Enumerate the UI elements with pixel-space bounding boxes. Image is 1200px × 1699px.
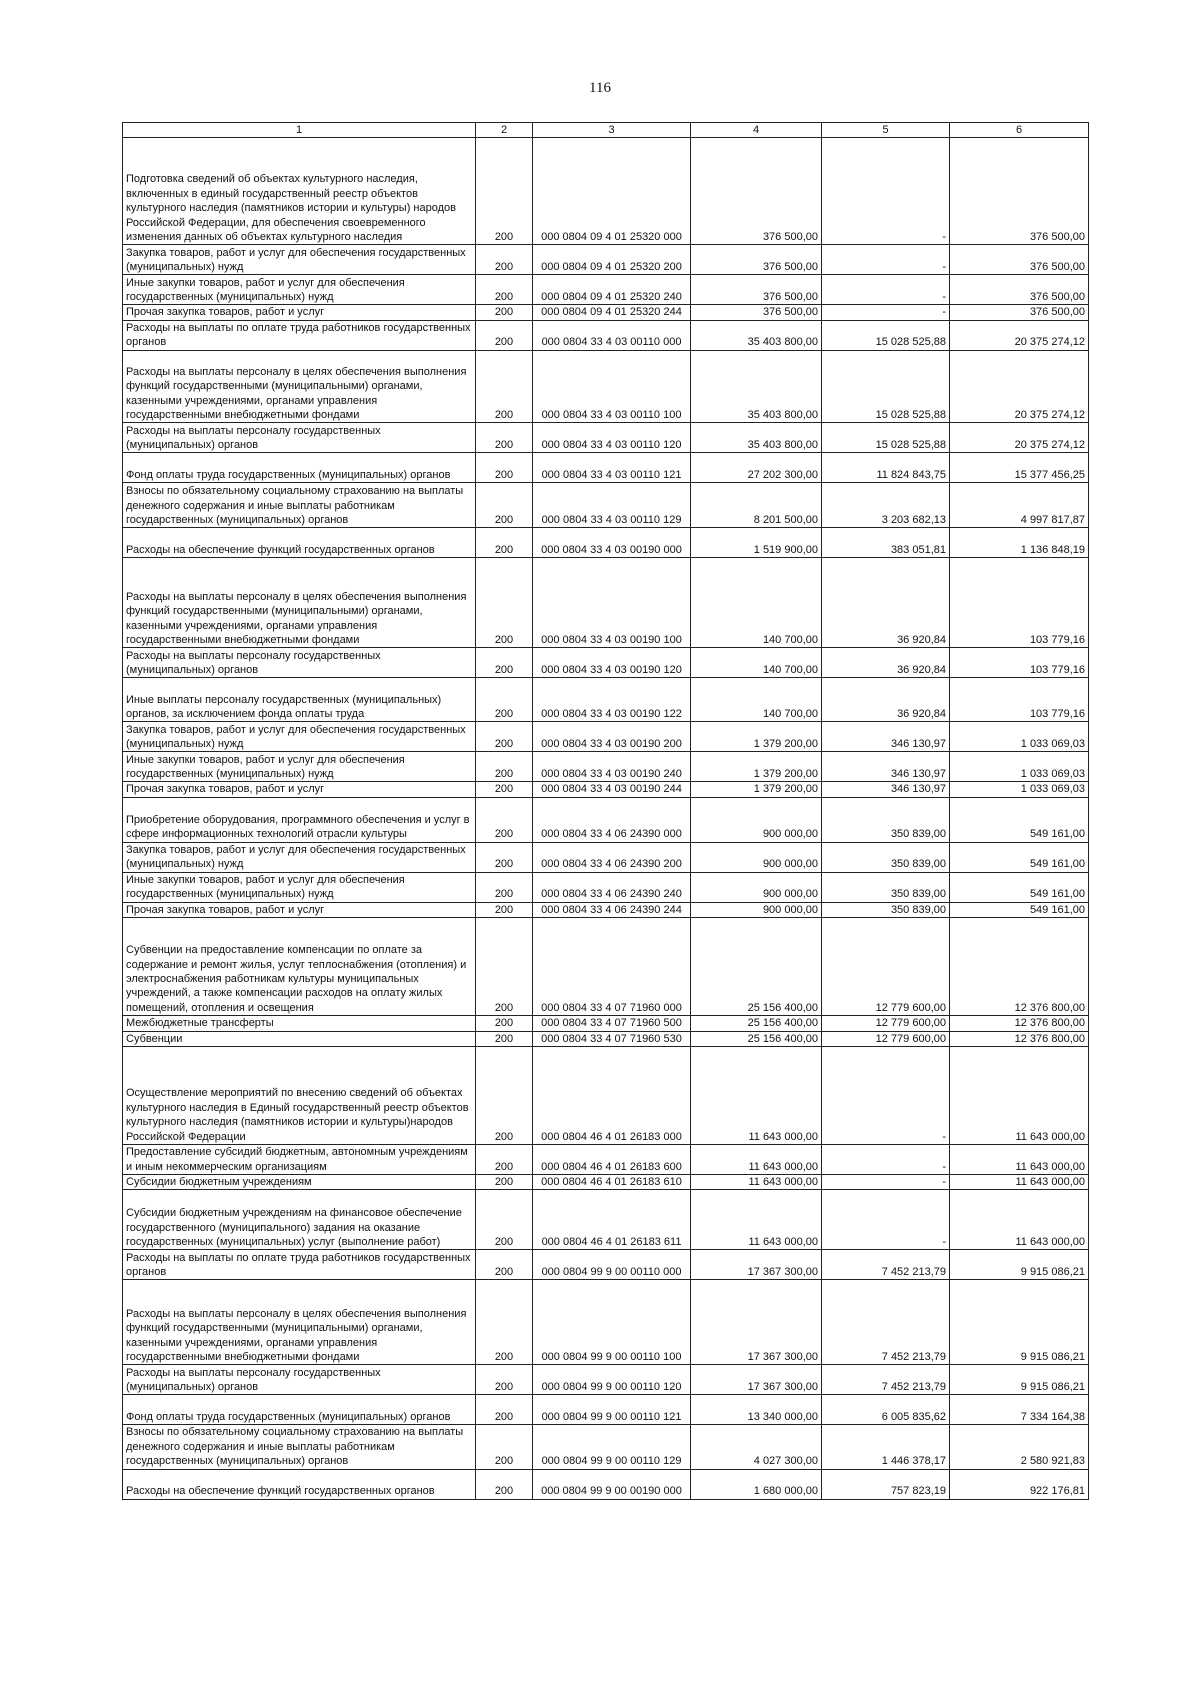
row-executed: - — [822, 305, 950, 320]
row-name-text: Расходы на выплаты персоналу государственных (муниципальных) органов — [126, 424, 381, 452]
row-name — [123, 423, 476, 453]
row-name-text: Прочая закупка товаров, работ и услуг — [126, 783, 325, 796]
row-unexecuted: 1 033 069,03 — [950, 752, 1089, 782]
row-name — [123, 902, 476, 917]
row-executed: - — [822, 275, 950, 305]
row-admin-code: 200 — [476, 842, 533, 872]
table-row — [123, 902, 1089, 917]
row-executed: 757 823,19 — [822, 1469, 950, 1499]
table-row — [123, 648, 1089, 678]
row-name-text: Расходы на выплаты по оплате труда работников государственных органов — [126, 1251, 471, 1279]
row-admin-code: 200 — [476, 1016, 533, 1031]
table-row — [123, 1016, 1089, 1031]
row-name-text: Иные закупки товаров, работ и услуг для обеспечения государственных (муниципальных) нужд — [126, 276, 405, 303]
row-admin-code: 200 — [476, 1250, 533, 1280]
row-budget-code: 000 0804 33 4 03 00190 200 — [533, 722, 691, 752]
row-executed: 36 920,84 — [822, 678, 950, 722]
row-unexecuted: 922 176,81 — [950, 1469, 1089, 1499]
row-unexecuted: 20 375 274,12 — [950, 350, 1089, 423]
row-admin-code: 200 — [476, 558, 533, 648]
row-approved: 25 156 400,00 — [691, 1016, 822, 1031]
row-executed: 12 779 600,00 — [822, 918, 950, 1016]
header-col-6: 6 — [950, 123, 1089, 138]
row-approved: 17 367 300,00 — [691, 1365, 822, 1395]
row-approved: 35 403 800,00 — [691, 320, 822, 350]
row-approved: 35 403 800,00 — [691, 423, 822, 453]
row-executed: 350 839,00 — [822, 902, 950, 917]
row-budget-code: 000 0804 09 4 01 25320 000 — [533, 138, 691, 245]
row-unexecuted: 11 643 000,00 — [950, 1047, 1089, 1145]
row-admin-code: 200 — [476, 1425, 533, 1469]
row-admin-code: 200 — [476, 245, 533, 275]
table-row — [123, 558, 1089, 648]
row-unexecuted: 9 915 086,21 — [950, 1250, 1089, 1280]
row-budget-code: 000 0804 33 4 03 00110 129 — [533, 483, 691, 528]
row-name — [123, 648, 476, 678]
row-approved: 900 000,00 — [691, 797, 822, 842]
row-approved: 1 680 000,00 — [691, 1469, 822, 1499]
row-name-text: Закупка товаров, работ и услуг для обеспечения государственных (муниципальных) нужд — [126, 844, 466, 871]
row-approved: 1 379 200,00 — [691, 722, 822, 752]
header-col-4: 4 — [691, 123, 822, 138]
row-name — [123, 1031, 476, 1046]
table-row — [123, 483, 1089, 528]
row-admin-code: 200 — [476, 1365, 533, 1395]
row-admin-code: 200 — [476, 528, 533, 558]
row-approved: 376 500,00 — [691, 138, 822, 245]
row-budget-code: 000 0804 33 4 06 24390 000 — [533, 797, 691, 842]
row-approved: 4 027 300,00 — [691, 1425, 822, 1469]
row-approved: 8 201 500,00 — [691, 483, 822, 528]
row-admin-code: 200 — [476, 1280, 533, 1365]
row-approved: 11 643 000,00 — [691, 1047, 822, 1145]
row-executed: 350 839,00 — [822, 797, 950, 842]
row-budget-code: 000 0804 09 4 01 25320 200 — [533, 245, 691, 275]
row-admin-code: 200 — [476, 1469, 533, 1499]
row-name — [123, 1395, 476, 1425]
row-budget-code: 000 0804 46 4 01 26183 600 — [533, 1145, 691, 1175]
row-executed: 1 446 378,17 — [822, 1425, 950, 1469]
table-row — [123, 752, 1089, 782]
table-row — [123, 918, 1089, 1016]
row-budget-code: 000 0804 33 4 03 00190 120 — [533, 648, 691, 678]
row-approved: 900 000,00 — [691, 872, 822, 902]
row-name-text: Расходы на выплаты персоналу в целях обеспечения выполнения функций государственными (муниципальными) органами, казенными учреждениями, органами управления государственными внебюджетными фондами — [126, 590, 467, 647]
row-executed: 7 452 213,79 — [822, 1250, 950, 1280]
row-admin-code: 200 — [476, 453, 533, 483]
row-name — [123, 1175, 476, 1190]
table-row — [123, 305, 1089, 320]
table-row — [123, 842, 1089, 872]
row-executed: 15 028 525,88 — [822, 350, 950, 423]
row-budget-code: 000 0804 33 4 03 00190 100 — [533, 558, 691, 648]
row-executed: 15 028 525,88 — [822, 320, 950, 350]
row-admin-code: 200 — [476, 483, 533, 528]
row-approved: 25 156 400,00 — [691, 1031, 822, 1046]
row-unexecuted: 15 377 456,25 — [950, 453, 1089, 483]
row-admin-code: 200 — [476, 305, 533, 320]
row-admin-code: 200 — [476, 902, 533, 917]
row-budget-code: 000 0804 99 9 00 00110 129 — [533, 1425, 691, 1469]
row-unexecuted: 1 136 848,19 — [950, 528, 1089, 558]
table-row — [123, 138, 1089, 245]
row-name — [123, 275, 476, 305]
row-approved: 25 156 400,00 — [691, 918, 822, 1016]
row-name — [123, 320, 476, 350]
row-approved: 27 202 300,00 — [691, 453, 822, 483]
row-unexecuted: 376 500,00 — [950, 275, 1089, 305]
row-unexecuted: 376 500,00 — [950, 245, 1089, 275]
row-executed: 350 839,00 — [822, 842, 950, 872]
row-name — [123, 722, 476, 752]
row-budget-code: 000 0804 46 4 01 26183 000 — [533, 1047, 691, 1145]
table-body — [123, 138, 1089, 1499]
row-approved: 900 000,00 — [691, 902, 822, 917]
row-unexecuted: 20 375 274,12 — [950, 423, 1089, 453]
row-executed: 346 130,97 — [822, 752, 950, 782]
row-executed: - — [822, 1145, 950, 1175]
row-executed: - — [822, 1175, 950, 1190]
row-admin-code: 200 — [476, 678, 533, 722]
row-approved: 1 379 200,00 — [691, 782, 822, 797]
table-row — [123, 245, 1089, 275]
row-name — [123, 1016, 476, 1031]
row-admin-code: 200 — [476, 1190, 533, 1250]
row-unexecuted: 12 376 800,00 — [950, 1031, 1089, 1046]
row-approved: 140 700,00 — [691, 678, 822, 722]
row-name — [123, 872, 476, 902]
row-name-text: Расходы на обеспечение функций государственных органов — [126, 1485, 435, 1498]
row-name — [123, 528, 476, 558]
table-row — [123, 1395, 1089, 1425]
row-name-text: Иные выплаты персоналу государственных (муниципальных) органов, за исключением фонда оплаты труда — [126, 693, 442, 721]
row-admin-code: 200 — [476, 918, 533, 1016]
row-budget-code: 000 0804 99 9 00 00110 120 — [533, 1365, 691, 1395]
row-executed: 350 839,00 — [822, 872, 950, 902]
row-approved: 17 367 300,00 — [691, 1250, 822, 1280]
row-unexecuted: 549 161,00 — [950, 842, 1089, 872]
row-unexecuted: 103 779,16 — [950, 648, 1089, 678]
row-unexecuted: 20 375 274,12 — [950, 320, 1089, 350]
row-name — [123, 305, 476, 320]
header-col-2: 2 — [476, 123, 533, 138]
row-unexecuted: 549 161,00 — [950, 872, 1089, 902]
row-approved: 11 643 000,00 — [691, 1190, 822, 1250]
row-admin-code: 200 — [476, 138, 533, 245]
row-executed: 12 779 600,00 — [822, 1016, 950, 1031]
row-name — [123, 245, 476, 275]
row-name-text: Приобретение оборудования, программного обеспечения и услуг в сфере информационных технологий отрасли культуры — [126, 814, 470, 841]
row-approved: 11 643 000,00 — [691, 1175, 822, 1190]
row-name-text: Фонд оплаты труда государственных (муниципальных) органов — [126, 1411, 451, 1424]
row-executed: 346 130,97 — [822, 722, 950, 752]
row-budget-code: 000 0804 33 4 07 71960 530 — [533, 1031, 691, 1046]
row-name — [123, 1425, 476, 1469]
row-name — [123, 558, 476, 648]
row-name-text: Субвенции на предоставление компенсации по оплате за содержание и ремонт жилья, услуг теплоснабжения (отопления) и электроснабжения работникам культуры муниципальных учреждений, а также компенсации расходов на оплату жилых помещений, отопления и освещения — [126, 944, 467, 1014]
row-unexecuted: 549 161,00 — [950, 902, 1089, 917]
row-unexecuted: 103 779,16 — [950, 678, 1089, 722]
row-admin-code: 200 — [476, 722, 533, 752]
row-executed: 12 779 600,00 — [822, 1031, 950, 1046]
row-name-text: Расходы на выплаты персоналу государственных (муниципальных) органов — [126, 649, 381, 677]
table-row — [123, 782, 1089, 797]
row-unexecuted: 1 033 069,03 — [950, 782, 1089, 797]
row-executed: 15 028 525,88 — [822, 423, 950, 453]
header-col-3: 3 — [533, 123, 691, 138]
row-approved: 13 340 000,00 — [691, 1395, 822, 1425]
table-row — [123, 1365, 1089, 1395]
row-budget-code: 000 0804 33 4 03 00190 000 — [533, 528, 691, 558]
row-name — [123, 678, 476, 722]
header-col-5: 5 — [822, 123, 950, 138]
row-budget-code: 000 0804 99 9 00 00190 000 — [533, 1469, 691, 1499]
row-unexecuted: 4 997 817,87 — [950, 483, 1089, 528]
row-name-text: Расходы на выплаты персоналу государственных (муниципальных) органов — [126, 1366, 381, 1394]
row-name-text: Осуществление мероприятий по внесению сведений об объектах культурного наследия в Единый государственный реестр объектов культурного наследия (памятников истории и культуры)народов Российской Федерации — [126, 1087, 469, 1143]
table-row — [123, 1145, 1089, 1175]
row-budget-code: 000 0804 33 4 03 00190 240 — [533, 752, 691, 782]
row-unexecuted: 11 643 000,00 — [950, 1190, 1089, 1250]
row-executed: 3 203 682,13 — [822, 483, 950, 528]
row-name-text: Расходы на выплаты персоналу в целях обеспечения выполнения функций государственными (муниципальными) органами, казенными учреждениями, органами управления государственными внебюджетными фондами — [126, 1307, 467, 1364]
table-row — [123, 1425, 1089, 1469]
row-unexecuted: 376 500,00 — [950, 305, 1089, 320]
row-budget-code: 000 0804 33 4 03 00190 244 — [533, 782, 691, 797]
row-admin-code: 200 — [476, 320, 533, 350]
row-executed: 346 130,97 — [822, 782, 950, 797]
row-name — [123, 842, 476, 872]
row-approved: 376 500,00 — [691, 275, 822, 305]
table-row — [123, 1250, 1089, 1280]
row-name-text: Межбюджетные трансферты — [126, 1017, 274, 1030]
row-name — [123, 1469, 476, 1499]
row-name-text: Взносы по обязательному социальному страхованию на выплаты денежного содержания и иные выплаты работникам государственных (муниципальных) органов — [126, 1426, 464, 1468]
row-budget-code: 000 0804 46 4 01 26183 611 — [533, 1190, 691, 1250]
row-admin-code: 200 — [476, 1145, 533, 1175]
row-name-text: Иные закупки товаров, работ и услуг для обеспечения государственных (муниципальных) нужд — [126, 874, 405, 901]
row-budget-code: 000 0804 99 9 00 00110 121 — [533, 1395, 691, 1425]
table-row — [123, 320, 1089, 350]
row-executed: - — [822, 1190, 950, 1250]
header-col-1: 1 — [123, 123, 476, 138]
row-admin-code: 200 — [476, 423, 533, 453]
row-approved: 900 000,00 — [691, 842, 822, 872]
row-admin-code: 200 — [476, 797, 533, 842]
row-unexecuted: 12 376 800,00 — [950, 1016, 1089, 1031]
row-name — [123, 138, 476, 245]
budget-table — [122, 122, 1089, 1500]
table-row — [123, 1190, 1089, 1250]
row-unexecuted: 11 643 000,00 — [950, 1175, 1089, 1190]
row-name-text: Закупка товаров, работ и услуг для обеспечения государственных (муниципальных) нужд — [126, 246, 466, 273]
table-row — [123, 1031, 1089, 1046]
row-executed: 7 452 213,79 — [822, 1365, 950, 1395]
row-name-text: Фонд оплаты труда государственных (муниципальных) органов — [126, 469, 451, 482]
row-executed: 383 051,81 — [822, 528, 950, 558]
row-name-text: Расходы на выплаты персоналу в целях обеспечения выполнения функций государственными (муниципальными) органами, казенными учреждениями, органами управления государственными внебюджетными фондами — [126, 365, 467, 422]
row-name — [123, 1280, 476, 1365]
row-name-text: Прочая закупка товаров, работ и услуг — [126, 306, 325, 319]
row-name-text: Иные закупки товаров, работ и услуг для обеспечения государственных (муниципальных) нужд — [126, 753, 405, 781]
row-name — [123, 453, 476, 483]
row-name-text: Субсидии бюджетным учреждениям на финансовое обеспечение государственного (муниципального) задания на оказание государственных (муниципальных) услуг (выполнение работ) — [126, 1207, 462, 1249]
table-row — [123, 423, 1089, 453]
row-name-text: Закупка товаров, работ и услуг для обеспечения государственных (муниципальных) нужд — [126, 723, 466, 751]
row-name-text: Субсидии бюджетным учреждениям — [126, 1176, 312, 1189]
table-row — [123, 678, 1089, 722]
row-budget-code: 000 0804 33 4 07 71960 000 — [533, 918, 691, 1016]
row-admin-code: 200 — [476, 350, 533, 423]
row-admin-code: 200 — [476, 872, 533, 902]
row-budget-code: 000 0804 33 4 03 00110 121 — [533, 453, 691, 483]
row-budget-code: 000 0804 46 4 01 26183 610 — [533, 1175, 691, 1190]
table-row — [123, 722, 1089, 752]
row-executed: 36 920,84 — [822, 648, 950, 678]
row-name-text: Предоставление субсидий бюджетным, автономным учреждениям и иным некоммерческим организациям — [126, 1146, 468, 1173]
row-admin-code: 200 — [476, 1031, 533, 1046]
row-approved: 1 519 900,00 — [691, 528, 822, 558]
row-approved: 376 500,00 — [691, 305, 822, 320]
row-name — [123, 752, 476, 782]
row-budget-code: 000 0804 99 9 00 00110 100 — [533, 1280, 691, 1365]
row-unexecuted: 1 033 069,03 — [950, 722, 1089, 752]
row-admin-code: 200 — [476, 648, 533, 678]
table-row — [123, 872, 1089, 902]
row-name-text: Взносы по обязательному социальному страхованию на выплаты денежного содержания и иные выплаты работникам государственных (муниципальных) органов — [126, 485, 464, 527]
row-budget-code: 000 0804 99 9 00 00110 000 — [533, 1250, 691, 1280]
table-row — [123, 797, 1089, 842]
row-admin-code: 200 — [476, 752, 533, 782]
row-unexecuted: 9 915 086,21 — [950, 1365, 1089, 1395]
row-executed: 11 824 843,75 — [822, 453, 950, 483]
row-unexecuted: 9 915 086,21 — [950, 1280, 1089, 1365]
row-budget-code: 000 0804 33 4 06 24390 200 — [533, 842, 691, 872]
table-row — [123, 1280, 1089, 1365]
row-admin-code: 200 — [476, 1175, 533, 1190]
row-executed: - — [822, 138, 950, 245]
row-executed: - — [822, 1047, 950, 1145]
row-name-text: Расходы на выплаты по оплате труда работников государственных органов — [126, 322, 471, 349]
row-admin-code: 200 — [476, 275, 533, 305]
table-row — [123, 1047, 1089, 1145]
row-name — [123, 1250, 476, 1280]
row-admin-code: 200 — [476, 1395, 533, 1425]
row-unexecuted: 376 500,00 — [950, 138, 1089, 245]
row-unexecuted: 11 643 000,00 — [950, 1145, 1089, 1175]
row-approved: 35 403 800,00 — [691, 350, 822, 423]
row-admin-code: 200 — [476, 782, 533, 797]
row-approved: 376 500,00 — [691, 245, 822, 275]
row-budget-code: 000 0804 33 4 03 00190 122 — [533, 678, 691, 722]
row-name — [123, 350, 476, 423]
row-name — [123, 797, 476, 842]
row-approved: 11 643 000,00 — [691, 1145, 822, 1175]
row-name — [123, 1047, 476, 1145]
row-approved: 140 700,00 — [691, 648, 822, 678]
row-unexecuted: 7 334 164,38 — [950, 1395, 1089, 1425]
row-budget-code: 000 0804 33 4 07 71960 500 — [533, 1016, 691, 1031]
row-name-text: Прочая закупка товаров, работ и услуг — [126, 903, 325, 916]
row-name — [123, 483, 476, 528]
row-unexecuted: 549 161,00 — [950, 797, 1089, 842]
row-executed: 7 452 213,79 — [822, 1280, 950, 1365]
row-budget-code: 000 0804 33 4 06 24390 240 — [533, 872, 691, 902]
row-budget-code: 000 0804 09 4 01 25320 240 — [533, 275, 691, 305]
table-row — [123, 275, 1089, 305]
row-executed: 6 005 835,62 — [822, 1395, 950, 1425]
table-row — [123, 453, 1089, 483]
row-approved: 17 367 300,00 — [691, 1280, 822, 1365]
page-number: 116 — [589, 80, 611, 96]
row-unexecuted: 12 376 800,00 — [950, 918, 1089, 1016]
row-name — [123, 918, 476, 1016]
row-unexecuted: 103 779,16 — [950, 558, 1089, 648]
row-name — [123, 1145, 476, 1175]
row-approved: 1 379 200,00 — [691, 752, 822, 782]
row-unexecuted: 2 580 921,83 — [950, 1425, 1089, 1469]
header-row — [123, 123, 1089, 138]
row-budget-code: 000 0804 33 4 03 00110 120 — [533, 423, 691, 453]
row-name — [123, 782, 476, 797]
row-budget-code: 000 0804 33 4 03 00110 100 — [533, 350, 691, 423]
table-row — [123, 350, 1089, 423]
table-row — [123, 528, 1089, 558]
row-budget-code: 000 0804 09 4 01 25320 244 — [533, 305, 691, 320]
row-executed: - — [822, 245, 950, 275]
row-budget-code: 000 0804 33 4 06 24390 244 — [533, 902, 691, 917]
row-name-text: Субвенции — [126, 1032, 183, 1045]
row-budget-code: 000 0804 33 4 03 00110 000 — [533, 320, 691, 350]
table-row — [123, 1469, 1089, 1499]
row-executed: 36 920,84 — [822, 558, 950, 648]
row-name-text: Расходы на обеспечение функций государственных органов — [126, 544, 435, 557]
row-admin-code: 200 — [476, 1047, 533, 1145]
table-row — [123, 1175, 1089, 1190]
row-approved: 140 700,00 — [691, 558, 822, 648]
row-name — [123, 1365, 476, 1395]
row-name — [123, 1190, 476, 1250]
row-name-text: Подготовка сведений об объектах культурного наследия, включенных в единый государственный реестр объектов культурного наследия (памятников истории и культуры) народов Российской Федерации, для обеспечения своевременного изменения данных об объектах культурного наследия — [126, 173, 456, 243]
